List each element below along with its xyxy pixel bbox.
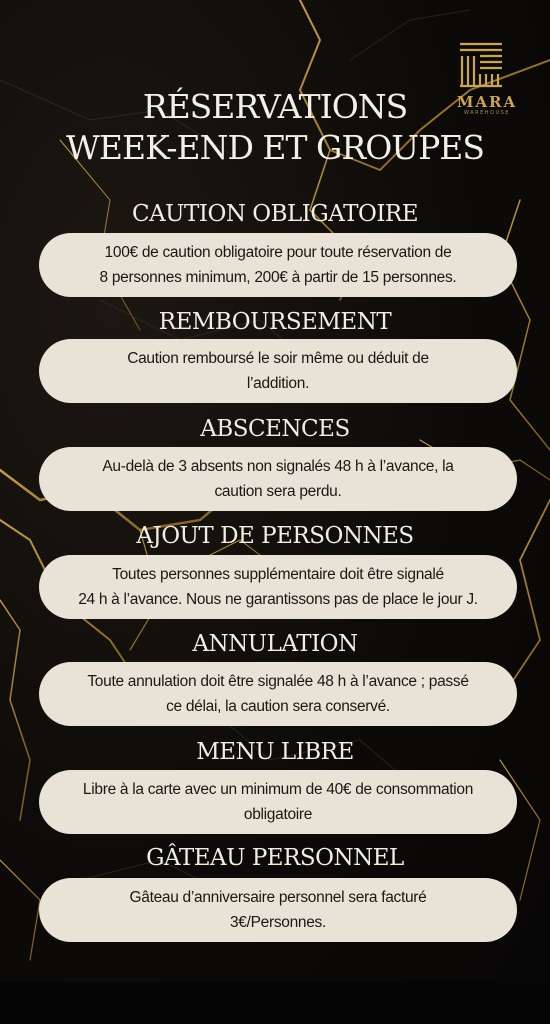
card-caution xyxy=(39,233,517,297)
page-title-line-1: RÉSERVATIONS xyxy=(142,87,408,126)
card-remboursement xyxy=(39,339,517,403)
heading-ajout-de-personnes: AJOUT DE PERSONNES xyxy=(136,523,414,549)
heading-annulation: ANNULATION xyxy=(192,631,358,657)
card-annulation xyxy=(39,662,517,726)
card-ajout-de-personnes-text: Toutes personnes supplémentaire doit être signalé 24 h à l’avance. Nous ne garantissons pas de place le jour J. xyxy=(78,566,478,608)
card-abscences xyxy=(39,447,517,511)
logo-subtitle: WAREHOUSE xyxy=(464,110,510,116)
card-menu-libre-text: Libre à la carte avec un minimum de 40€ de consommation obligatoire xyxy=(82,781,474,823)
page-title-line-2: WEEK-END ET GROUPES xyxy=(66,128,484,167)
card-ajout-de-personnes xyxy=(39,555,517,619)
heading-gateau-personnel: GÂTEAU PERSONNEL xyxy=(146,845,404,871)
heading-menu-libre: MENU LIBRE xyxy=(196,739,354,765)
logo-mark-icon xyxy=(458,40,504,90)
card-caution-text: 100€ de caution obligatoire pour toute réservation de 8 personnes minimum, 200€ à partir de 15 personnes. xyxy=(99,244,457,286)
card-gateau-personnel-text: Gâteau d’anniversaire personnel sera facturé 3€/Personnes. xyxy=(129,889,427,931)
card-abscences-text: Au-delà de 3 absents non signalés 48 h à l’avance, la caution sera perdu. xyxy=(102,458,454,500)
card-menu-libre xyxy=(39,770,517,834)
heading-abscences: ABSCENCES xyxy=(200,416,350,442)
heading-caution: CAUTION OBLIGATOIRE xyxy=(131,201,419,227)
card-remboursement-text: Caution remboursé le soir même ou déduit de l’addition. xyxy=(127,350,429,392)
heading-remboursement: REMBOURSEMENT xyxy=(158,309,392,335)
card-gateau-personnel xyxy=(39,878,517,942)
card-annulation-text: Toute annulation doit être signalée 48 h à l’avance ; passé ce délai, la caution sera conservé. xyxy=(87,673,469,715)
bottom-bar xyxy=(0,982,550,1024)
logo-brand: MARA xyxy=(456,93,518,111)
